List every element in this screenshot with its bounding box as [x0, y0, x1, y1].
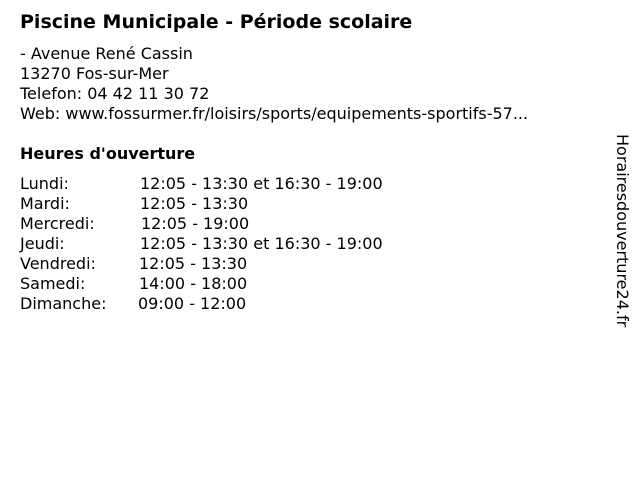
city-address: 13270 Fos-sur-Mer: [20, 64, 169, 83]
day-label: Vendredi:: [20, 254, 96, 273]
day-label: Mardi:: [20, 194, 70, 213]
time-range: 14:00 - 18:00: [139, 274, 248, 293]
page-title: Piscine Municipale - Période scolaire: [20, 11, 413, 33]
day-label: Samedi:: [20, 274, 86, 293]
time-range: 12:05 - 13:30: [140, 194, 249, 213]
brand-watermark: [610, 134, 634, 346]
phone-number: Telefon: 04 42 11 30 72: [20, 84, 210, 103]
time-range: 12:05 - 13:30 et 16:30 - 19:00: [140, 174, 383, 193]
brand-text: Horairesdouverture24.fr: [613, 134, 632, 328]
day-label: Lundi:: [20, 174, 69, 193]
day-label: Mercredi:: [20, 214, 95, 233]
street-address: - Avenue René Cassin: [20, 44, 193, 63]
website-link[interactable]: Web: www.fossurmer.fr/loisirs/sports/equipements-sportifs-57...: [20, 104, 529, 123]
time-range: 12:05 - 13:30: [139, 254, 248, 273]
time-range: 09:00 - 12:00: [138, 294, 247, 313]
day-label: Dimanche:: [20, 294, 107, 313]
hours-heading: Heures d'ouverture: [20, 144, 196, 163]
time-range: 12:05 - 13:30 et 16:30 - 19:00: [140, 234, 383, 253]
time-range: 12:05 - 19:00: [141, 214, 250, 233]
day-label: Jeudi:: [20, 234, 65, 253]
address-block: [20, 44, 528, 124]
